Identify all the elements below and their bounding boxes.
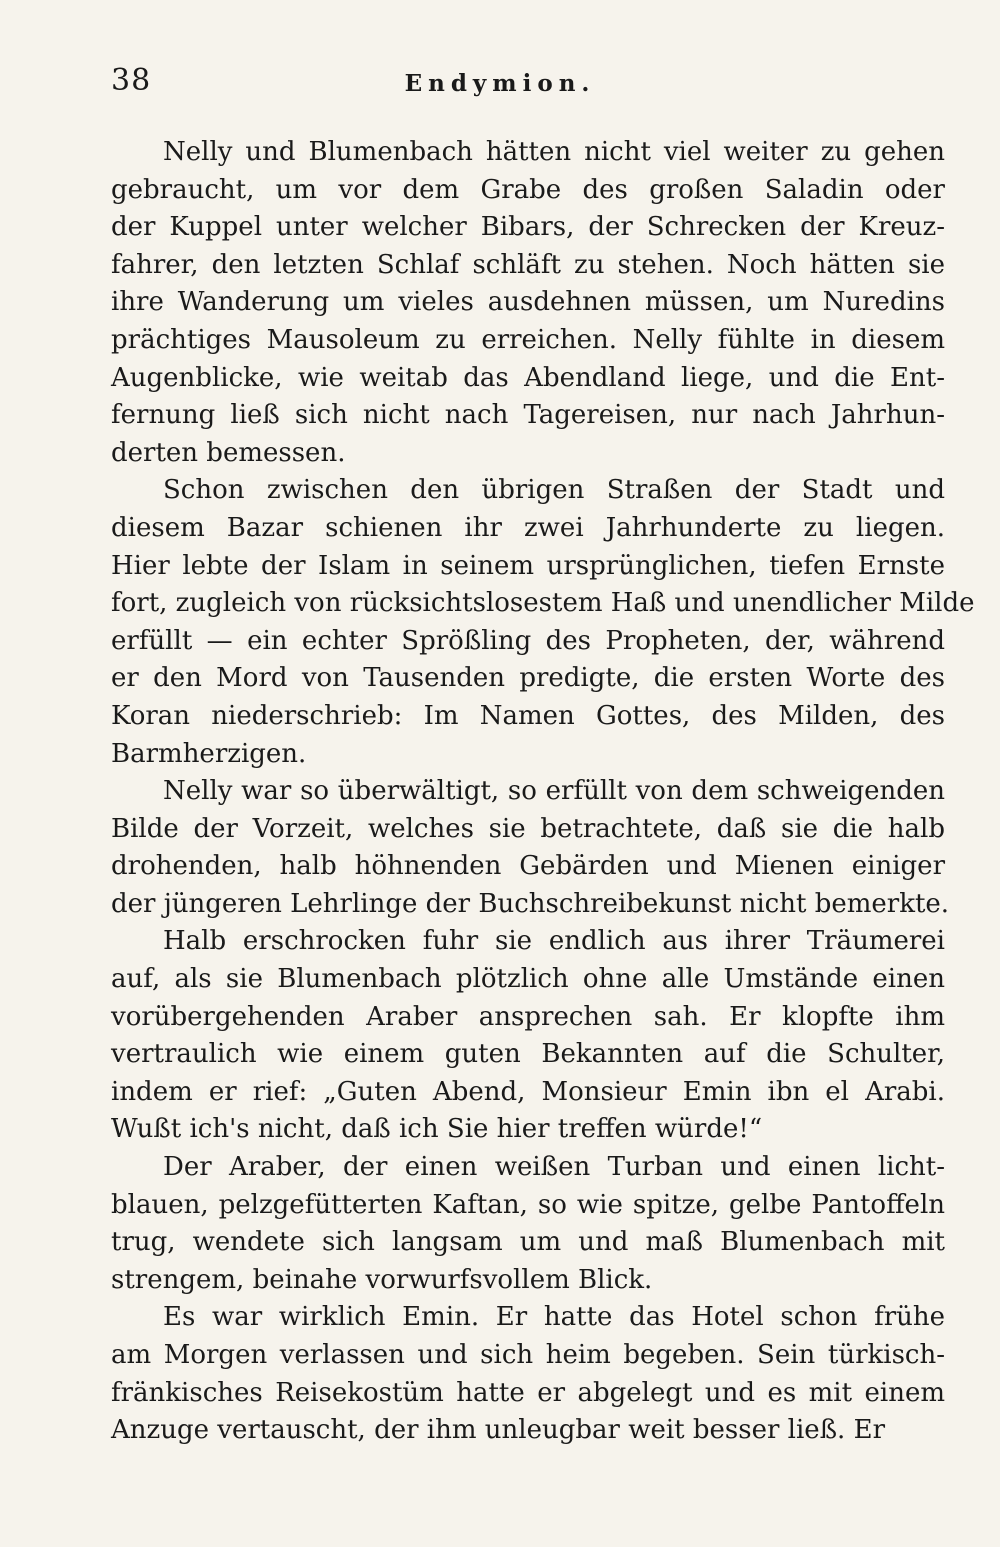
text-line: Nelly und Blumenbach hätten nicht viel weiter zu gehen [163,137,945,167]
text-line: trug, wendete sich langsam um und maß Blumenbach mit [111,1227,945,1258]
text-line: drohenden, halb höhnenden Gebärden und Mienen einiger [111,851,945,882]
text-line: ihre Wanderung um vieles ausdehnen müssen, um Nuredins [111,287,945,318]
text-line: fernung ließ sich nicht nach Tagereisen, nur nach Jahrhun- [111,400,945,431]
text-line: fahrer, den letzten Schlaf schläft zu stehen. Noch hätten sie [111,249,945,280]
text-line: auf, als sie Blumenbach plötzlich ohne alle Umstände einen [111,964,945,995]
text-line: blauen, pelzgefütterten Kaftan, so wie spitze, gelbe Pantoffeln [111,1189,945,1220]
text-line: er den Mord von Tausenden predigte, die ersten Worte des [111,663,945,694]
paragraph [111,472,975,773]
body-text [111,134,975,1450]
running-title: Endymion. [404,70,596,97]
paragraph [111,773,950,923]
text-line: der Kuppel unter welcher Bibars, der Schrecken der Kreuz- [111,212,945,243]
text-line: am Morgen verlassen und sich heim begeben. Sein türkisch- [111,1340,945,1370]
text-line: der jüngeren Lehrlinge der Buchschreibekunst nicht bemerkte. [111,888,950,919]
text-line: erfüllt — ein echter Sprößling des Propheten, der, während [111,625,945,656]
text-line: Augenblicke, wie weitab das Abendland liege, und die Ent- [111,362,945,393]
text-line: Anzuge vertauscht, der ihm unleugbar weit besser ließ. Er [111,1415,885,1446]
paragraph [111,923,945,1149]
text-line: Hier lebte der Islam in seinem ursprünglichen, tiefen Ernste [111,550,945,581]
text-line: Der Araber, der einen weißen Turban und einen licht- [163,1152,945,1183]
text-line: vertraulich wie einem guten Bekannten auf die Schulter, [111,1039,945,1070]
text-line: fränkisches Reisekostüm hatte er abgelegt und es mit einem [111,1377,945,1408]
text-line: Bilde der Vorzeit, welches sie betrachtete, daß sie die halb [111,813,945,844]
text-line: Nelly war so überwältigt, so erfüllt von dem schweigenden [163,776,945,807]
text-line: Wußt ich's nicht, daß ich Sie hier treffen würde!“ [111,1114,763,1145]
text-line: indem er rief: „Guten Abend, Monsieur Emin ibn el Arabi. [111,1076,945,1107]
text-line: strengem, beinahe vorwurfsvollem Blick. [111,1264,653,1295]
text-line: diesem Bazar schienen ihr zwei Jahrhunderte zu liegen. [111,512,945,543]
text-line: vorübergehenden Araber ansprechen sah. Er klopfte ihm [111,1001,945,1032]
text-line: derten bemessen. [111,437,346,468]
text-line: Halb erschrocken fuhr sie endlich aus ihrer Träumerei [163,926,945,957]
paragraph [111,1149,945,1299]
text-line: Schon zwischen den übrigen Straßen der Stadt und [163,475,945,506]
paragraph [111,1299,945,1449]
text-line: fort, zugleich von rücksichtslosestem Haß und unendlicher Milde [111,588,975,619]
text-line: Koran niederschrieb: Im Namen Gottes, des Milden, des [111,700,945,731]
text-line: Es war wirklich Emin. Er hatte das Hotel schon frühe [163,1302,945,1333]
text-line: prächtiges Mausoleum zu erreichen. Nelly fühlte in diesem [111,324,945,355]
page-number: 38 [111,63,152,98]
text-line: gebraucht, um vor dem Grabe des großen Saladin oder [111,174,945,205]
text-line: Barmherzigen. [111,738,307,769]
paragraph [111,134,945,472]
